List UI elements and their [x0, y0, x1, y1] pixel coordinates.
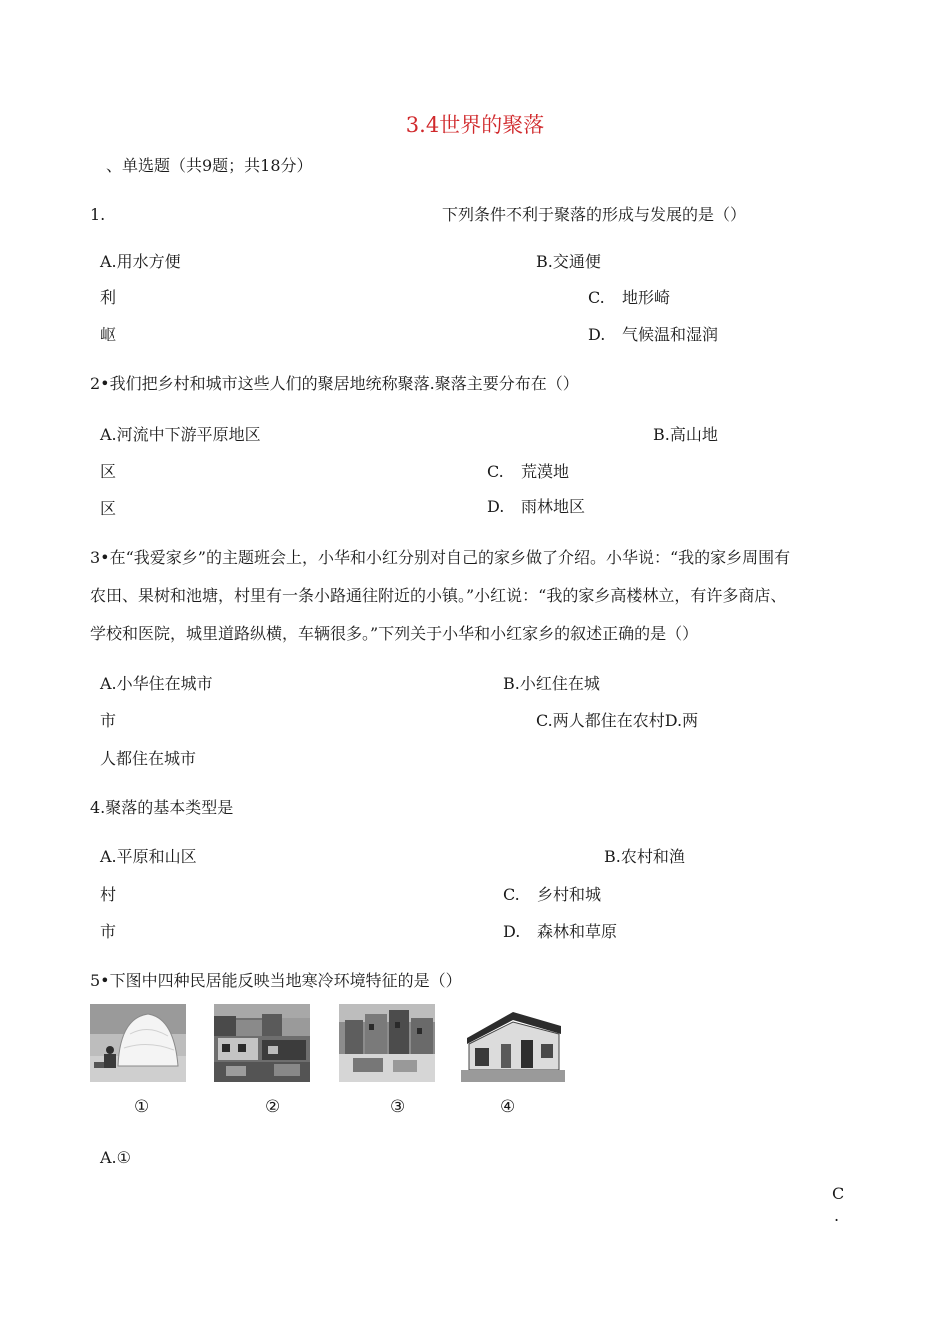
- q5-option-c-letter: C: [832, 1184, 845, 1203]
- q2-option-c-cont: 区: [100, 499, 117, 518]
- q4-option-d-letter: D.: [503, 922, 521, 941]
- igloo-photo: [90, 1004, 186, 1082]
- q1-option-a: A.用水方便: [100, 252, 181, 271]
- q1-number: 1.: [90, 205, 106, 224]
- photo-caption-2: ②: [265, 1097, 281, 1117]
- q3-option-d-cont: 人都住在城市: [100, 749, 197, 768]
- section-heading: 、单选题（共9题；共18分）: [106, 156, 313, 175]
- q4-stem: 4.聚落的基本类型是: [90, 798, 234, 817]
- rock-village-photo: [339, 1004, 435, 1082]
- photo-caption-3: ③: [390, 1097, 406, 1117]
- q2-option-c-letter: C.: [487, 462, 504, 481]
- q1-option-c-letter: C.: [588, 288, 605, 307]
- q4-option-b: B.农村和渔: [604, 847, 685, 866]
- q3-stem-line-3: 学校和医院，城里道路纵横，车辆很多。”下列关于小华和小红家乡的叙述正确的是（）: [90, 624, 699, 643]
- q4-option-c: 乡村和城: [537, 885, 602, 904]
- q3-stem-line-1: 3•在“我爱家乡”的主题班会上，小华和小红分别对自己的家乡做了介绍。小华说：“我的家乡周围有: [90, 548, 791, 567]
- photo-caption-1: ①: [134, 1097, 150, 1117]
- q3-stem-line-2: 农田、果树和池塘，村里有一条小路通往附近的小镇。”小红说：“我的家乡高楼林立，有许多商店、: [90, 586, 787, 605]
- q4-option-c-letter: C.: [503, 885, 520, 904]
- q1-option-d-letter: D.: [588, 325, 606, 344]
- q1-stem: 下列条件不利于聚落的形成与发展的是（）: [442, 205, 747, 224]
- q3-option-a: A.小华住在城市: [100, 674, 213, 693]
- q2-option-c: 荒漠地: [521, 462, 570, 481]
- q2-option-d-letter: D.: [487, 497, 505, 516]
- q3-option-b: B.小红住在城: [503, 674, 600, 693]
- farmhouse-photo: [461, 1004, 565, 1082]
- q1-option-b: B.交通便: [536, 252, 601, 271]
- q3-option-c-d: C.两人都住在农村D.两: [536, 711, 699, 730]
- q2-option-b: B.高山地: [653, 425, 718, 444]
- q4-option-c-cont: 市: [100, 922, 117, 941]
- q4-option-d: 森林和草原: [537, 922, 618, 941]
- q1-option-c-cont: 岖: [100, 325, 117, 344]
- q5-option-a: A.①: [100, 1148, 131, 1167]
- photo-caption-4: ④: [500, 1097, 516, 1117]
- q1-option-d: 气候温和湿润: [622, 325, 719, 344]
- q5-stem: 5•下图中四种民居能反映当地寒冷环境特征的是（）: [90, 971, 462, 990]
- q2-option-d: 雨林地区: [521, 497, 586, 516]
- q5-option-c-dot: .: [834, 1206, 840, 1225]
- q2-option-a: A.河流中下游平原地区: [100, 425, 261, 444]
- q4-option-a: A.平原和山区: [100, 847, 197, 866]
- q2-stem: 2•我们把乡村和城市这些人们的聚居地统称聚落.聚落主要分布在（）: [90, 374, 579, 393]
- q2-option-b-cont: 区: [100, 462, 117, 481]
- town-houses-photo: [214, 1004, 310, 1082]
- page-title: 3.4世界的聚落: [405, 113, 545, 137]
- q4-option-b-cont: 村: [100, 885, 117, 904]
- q1-option-c: 地形崎: [622, 288, 671, 307]
- q3-option-b-cont: 市: [100, 711, 117, 730]
- q1-option-b-cont: 利: [100, 288, 117, 307]
